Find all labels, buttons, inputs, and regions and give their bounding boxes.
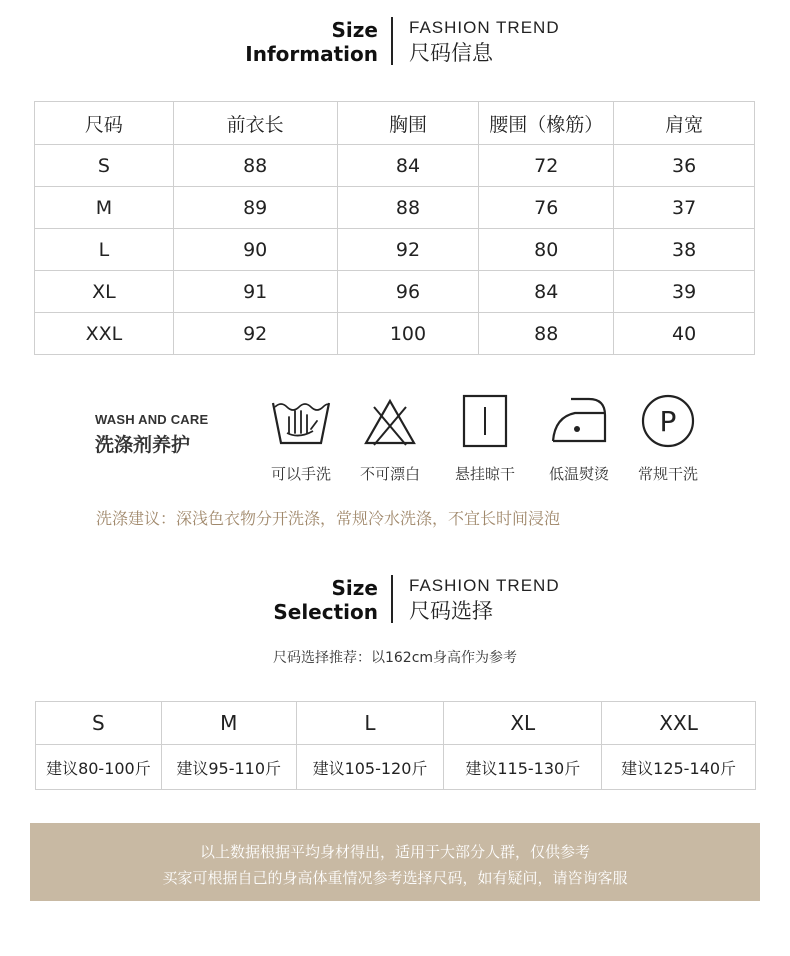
care-label: 常规干洗 bbox=[637, 465, 698, 483]
table-cell: 40 bbox=[614, 313, 755, 355]
selection-header: XL bbox=[444, 702, 602, 745]
care-label: 可以手洗 bbox=[270, 465, 331, 483]
selection-value: 建议95-110斤 bbox=[161, 745, 296, 790]
table-cell: 37 bbox=[614, 187, 755, 229]
hand-wash-icon bbox=[269, 393, 333, 449]
table-cell: M bbox=[35, 187, 174, 229]
table-cell: 84 bbox=[479, 271, 614, 313]
table-cell: 90 bbox=[173, 229, 337, 271]
header-cn: 尺码信息 bbox=[409, 41, 493, 65]
care-item-low-iron bbox=[534, 393, 624, 483]
size-table-header: 肩宽 bbox=[614, 102, 755, 145]
size-selection-table bbox=[35, 701, 756, 790]
size-table-header: 胸围 bbox=[337, 102, 479, 145]
table-cell: 76 bbox=[479, 187, 614, 229]
header-en-information: Information bbox=[245, 42, 378, 66]
care-item-no-bleach bbox=[345, 393, 435, 483]
selection-value: 建议80-100斤 bbox=[36, 745, 162, 790]
size-table-header: 腰围（橡筋） bbox=[479, 102, 614, 145]
selection-value: 建议125-140斤 bbox=[602, 745, 756, 790]
dry-clean-icon bbox=[639, 393, 697, 449]
size-table-header-row bbox=[35, 102, 755, 145]
table-cell: 88 bbox=[479, 313, 614, 355]
selection-value: 建议115-130斤 bbox=[444, 745, 602, 790]
hang-dry-icon bbox=[460, 393, 510, 449]
care-item-hang-dry bbox=[440, 393, 530, 483]
care-item-dry-clean bbox=[623, 393, 713, 483]
selection-header: S bbox=[36, 702, 162, 745]
table-cell: 88 bbox=[337, 187, 479, 229]
selection-header: M bbox=[161, 702, 296, 745]
header-trend: FASHION TREND bbox=[409, 576, 560, 595]
table-cell: 88 bbox=[173, 145, 337, 187]
table-row bbox=[36, 745, 756, 790]
table-cell: 91 bbox=[173, 271, 337, 313]
table-cell: 84 bbox=[337, 145, 479, 187]
table-cell: 39 bbox=[614, 271, 755, 313]
header-divider bbox=[391, 17, 393, 65]
svg-text:P: P bbox=[659, 405, 677, 438]
size-table-header: 前衣长 bbox=[173, 102, 337, 145]
size-table-header: 尺码 bbox=[35, 102, 174, 145]
table-cell: 100 bbox=[337, 313, 479, 355]
footer-line-2: 买家可根据自己的身高体重情况参考选择尺码，如有疑问，请咨询客服 bbox=[162, 869, 628, 887]
care-title bbox=[95, 412, 208, 457]
table-cell: XL bbox=[35, 271, 174, 313]
header-cn: 尺码选择 bbox=[409, 599, 493, 623]
header-en-size: Size bbox=[331, 576, 378, 600]
care-item-hand-wash bbox=[256, 393, 346, 483]
care-label: 低温熨烫 bbox=[548, 465, 609, 483]
header-trend: FASHION TREND bbox=[409, 18, 560, 37]
table-row bbox=[35, 145, 755, 187]
table-cell: 36 bbox=[614, 145, 755, 187]
table-cell: L bbox=[35, 229, 174, 271]
footer-note bbox=[30, 823, 760, 901]
size-selection-header bbox=[0, 575, 790, 631]
table-cell: S bbox=[35, 145, 174, 187]
header-divider bbox=[391, 575, 393, 623]
table-row bbox=[35, 229, 755, 271]
table-cell: 92 bbox=[173, 313, 337, 355]
table-cell: 38 bbox=[614, 229, 755, 271]
table-cell: 80 bbox=[479, 229, 614, 271]
table-cell: 89 bbox=[173, 187, 337, 229]
table-row bbox=[35, 271, 755, 313]
table-cell: XXL bbox=[35, 313, 174, 355]
selection-header: XXL bbox=[602, 702, 756, 745]
table-cell: 92 bbox=[337, 229, 479, 271]
size-information-header bbox=[0, 17, 790, 73]
selection-header-row bbox=[36, 702, 756, 745]
selection-value: 建议105-120斤 bbox=[296, 745, 444, 790]
size-table bbox=[34, 101, 755, 355]
header-en-size: Size bbox=[331, 18, 378, 42]
table-row bbox=[35, 313, 755, 355]
low-iron-icon bbox=[549, 393, 609, 449]
table-cell: 96 bbox=[337, 271, 479, 313]
no-bleach-icon bbox=[360, 393, 420, 449]
care-advice: 洗涤建议：深浅色衣物分开洗涤，常规冷水洗涤，不宜长时间浸泡 bbox=[96, 509, 561, 528]
care-title-cn: 洗涤剂养护 bbox=[95, 434, 191, 456]
care-label: 不可漂白 bbox=[359, 465, 420, 483]
header-en-selection: Selection bbox=[273, 600, 378, 624]
footer-line-1: 以上数据根据平均身材得出，适用于大部分人群，仅供参考 bbox=[199, 843, 590, 861]
care-label: 悬挂晾干 bbox=[454, 465, 515, 483]
size-recommendation: 尺码选择推荐：以162cm身高作为参考 bbox=[272, 650, 518, 666]
table-cell: 72 bbox=[479, 145, 614, 187]
care-title-en: WASH AND CARE bbox=[95, 412, 209, 427]
selection-header: L bbox=[296, 702, 444, 745]
table-row bbox=[35, 187, 755, 229]
